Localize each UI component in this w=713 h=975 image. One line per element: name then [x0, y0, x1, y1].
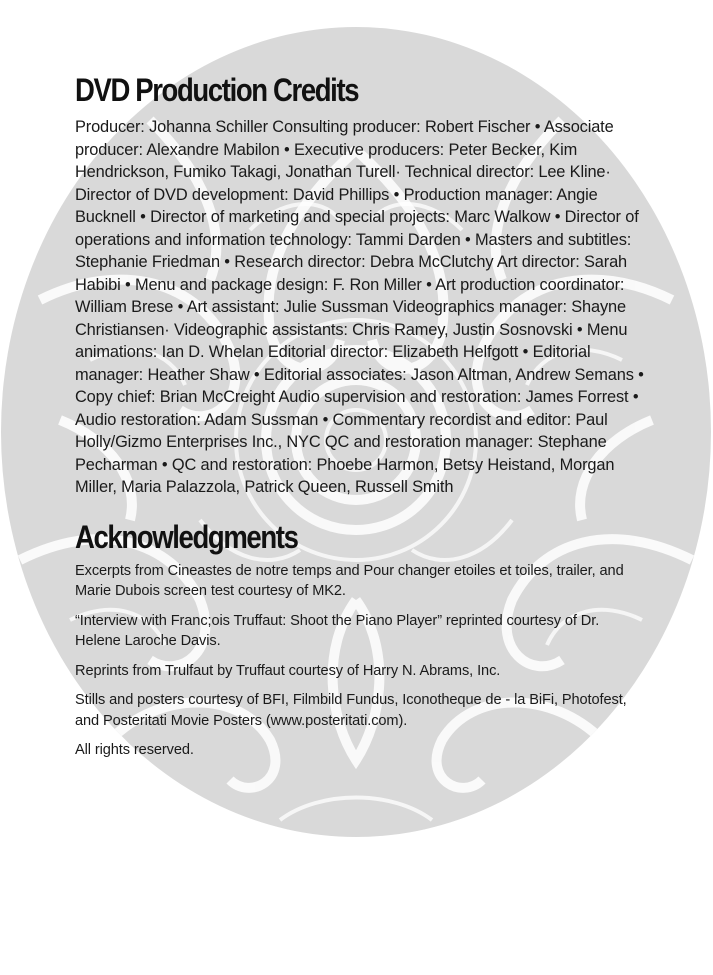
acknowledgment-item: All rights reserved.: [75, 742, 194, 758]
credits-heading: DVD Production Credits: [75, 72, 359, 108]
acknowledgment-item: Reprints from Trulfaut by Truffaut courtesy of Harry N. Abrams, Inc.: [75, 662, 501, 679]
acknowledgment-item: Excerpts from Cineastes de notre temps and Pour changer etoiles et toiles, trailer, and Marie Dubois screen test courtesy of MK2.: [75, 562, 624, 599]
acknowledgments-list: [75, 561, 645, 761]
acknowledgment-item: “Interview with Franc;ois Truffaut: Shoot the Piano Player” reprinted courtesy of Dr. Helene Laroche Davis.: [75, 612, 600, 649]
acknowledgment-item: Stills and posters courtesy of BFI, Filmbild Fundus, Iconotheque de - la BiFi, Photofest, and Posteritati Movie Posters (www.posteritati.com).: [75, 692, 627, 729]
credits-paragraph: Producer: Johanna Schiller Consulting producer: Robert Fischer • Associate producer: Alexandre Mabilon • Executive producers: Peter Becker, Kim Hendrickson, Fumiko Takagi, Jonathan Turell· Technical director: Lee Kline· Director of DVD development: David Phillips • Production manager: Angie Bucknell • Director of marketing and special projects: Marc Walkow • Director of operations and information technology: Tammi Darden • Masters and subtitles: Stephanie Friedman • Research director: Debra McClutchy Art director: Sarah Habibi • Menu and package design: F. Ron Miller • Art production coordinator: William Brese • Art assistant: Julie Sussman Videographics manager: Shayne Christiansen· Videographic assistants: Chris Ramey, Justin Sosnovski • Menu animations: Ian D. Whelan Editorial director: Elizabeth Helfgott • Editorial manager: Heather Shaw • Editorial associates: Jason Altman, Andrew Semans • Copy chief: Brian McCreight Audio supervision and restoration: James Forrest • Audio restoration: Adam Sussman • Commentary recordist and editor: Paul Holly/Gizmo Enterprises Inc., NYC QC and restoration manager: Stephane Pecharman • QC and restoration: Phoebe Harmon, Betsy Heistand, Morgan Miller, Maria Palazzola, Patrick Queen, Russell Smith: [75, 118, 644, 496]
credits-content: [75, 70, 645, 770]
acknowledgments-heading: Acknowledgments: [75, 518, 298, 555]
